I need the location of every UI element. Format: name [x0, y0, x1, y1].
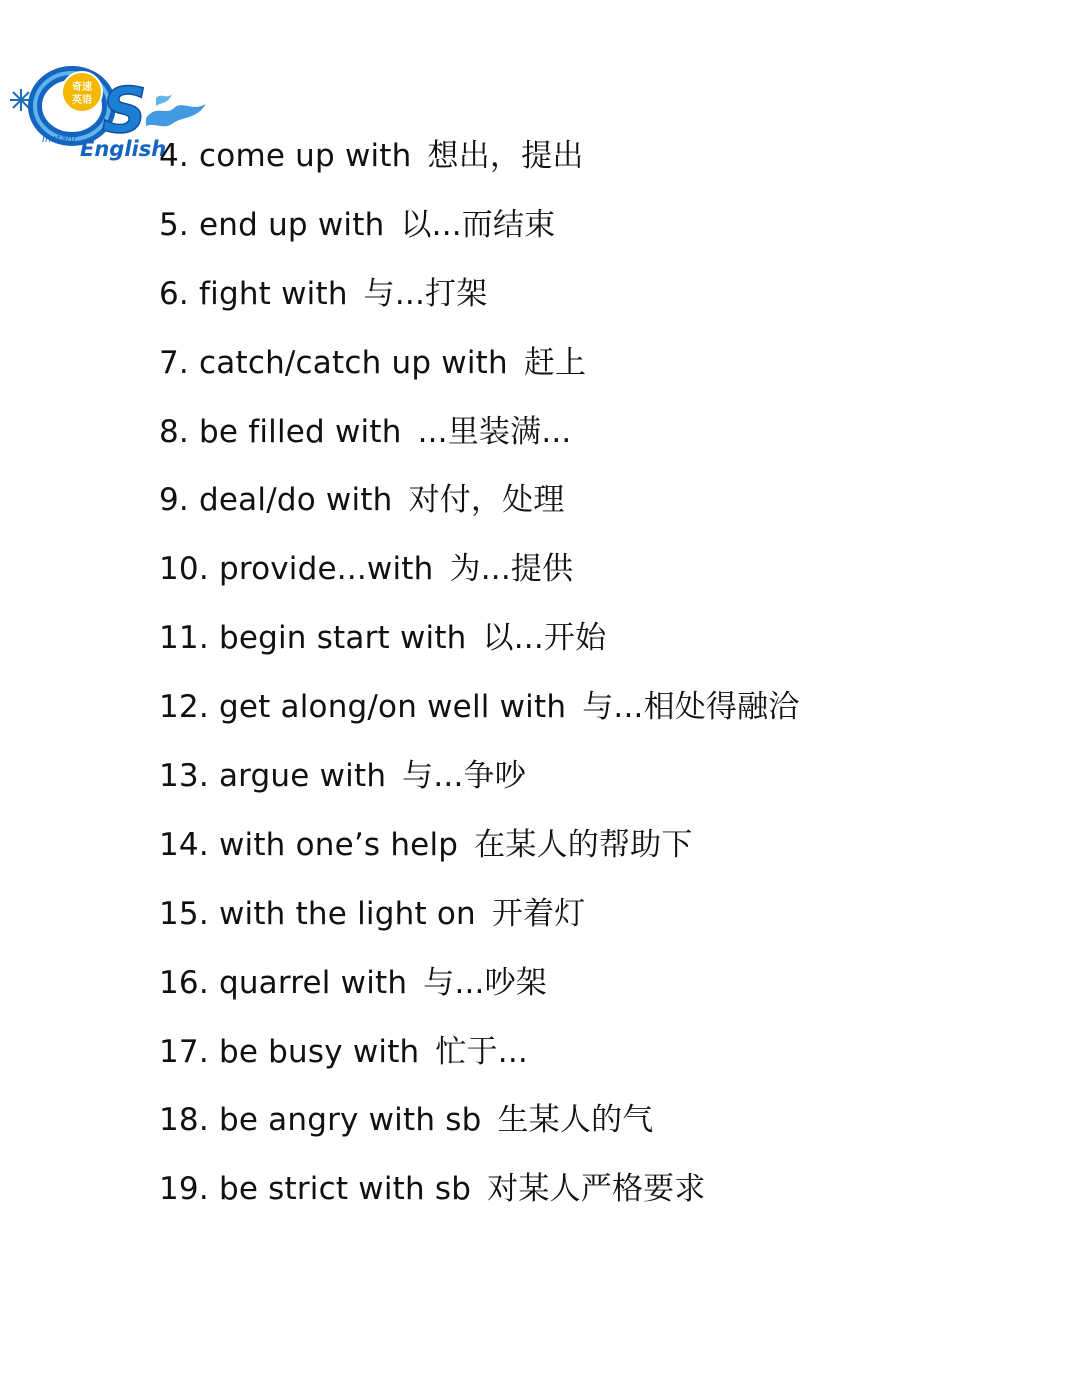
phrase-chinese: 对某人严格要求: [487, 1171, 706, 1208]
list-item: [159, 201, 800, 270]
phrase-chinese: 与...打架: [363, 275, 488, 312]
phrase-english: 4. come up with: [159, 138, 412, 174]
phrase-english: 13. argue with: [159, 758, 387, 795]
list-item: [159, 821, 800, 890]
list-item: [159, 890, 800, 959]
svg-text:英语: 英语: [72, 95, 92, 106]
phrase-english: 7. catch/catch up with: [159, 344, 508, 381]
phrase-english: 15. with the light on: [159, 895, 476, 932]
list-item: [159, 1028, 800, 1097]
phrase-english: 14. with one’s help: [159, 826, 459, 863]
svg-text:奇速: 奇速: [72, 82, 92, 93]
list-item: [159, 339, 800, 408]
phrase-chinese: 以...开始: [482, 620, 607, 657]
phrase-list: [159, 132, 800, 1234]
list-item: [159, 476, 800, 545]
phrase-chinese: 与...相处得融洽: [582, 689, 800, 726]
list-item: [159, 1165, 800, 1234]
phrase-chinese: ...里装满...: [417, 413, 572, 450]
phrase-chinese: 与...争吵: [402, 758, 526, 795]
phrase-chinese: 对付，处理: [408, 482, 565, 519]
phrase-english: 8. be filled with: [159, 413, 402, 450]
phrase-english: 18. be angry with sb: [159, 1102, 482, 1139]
phrase-chinese: 为...提供: [449, 551, 574, 588]
svg-text:English: English: [80, 137, 167, 161]
phrase-english: 6. fight with: [159, 275, 348, 312]
phrase-english: 5. end up with: [159, 206, 385, 243]
phrase-chinese: 在某人的帮助下: [474, 826, 693, 863]
list-item: [159, 959, 800, 1028]
list-item: [159, 683, 800, 752]
svg-text:Instant: Instant: [42, 134, 77, 145]
list-item: [159, 1096, 800, 1165]
phrase-chinese: 以...而结束: [400, 206, 556, 243]
list-item: [159, 408, 800, 477]
phrase-english: 11. begin start with: [159, 620, 467, 657]
phrase-english: 12. get along/on well with: [159, 689, 567, 726]
list-item: [159, 545, 800, 614]
svg-text:S: S: [102, 74, 147, 147]
phrase-chinese: 生某人的气: [497, 1102, 654, 1139]
list-item: [159, 132, 800, 201]
phrase-chinese: 想出，提出: [427, 138, 584, 174]
list-item: [159, 614, 800, 683]
phrase-english: 19. be strict with sb: [159, 1171, 472, 1208]
list-item: [159, 270, 800, 339]
phrase-chinese: 忙于...: [435, 1033, 528, 1070]
phrase-chinese: 与...吵架: [423, 964, 548, 1001]
list-item: [159, 752, 800, 821]
phrase-chinese: 赶上: [523, 344, 587, 381]
phrase-english: 10. provide...with: [159, 551, 434, 588]
phrase-chinese: 开着灯: [491, 895, 586, 932]
phrase-english: 9. deal/do with: [159, 482, 393, 519]
phrase-english: 17. be busy with: [159, 1033, 420, 1070]
phrase-english: 16. quarrel with: [159, 964, 408, 1001]
